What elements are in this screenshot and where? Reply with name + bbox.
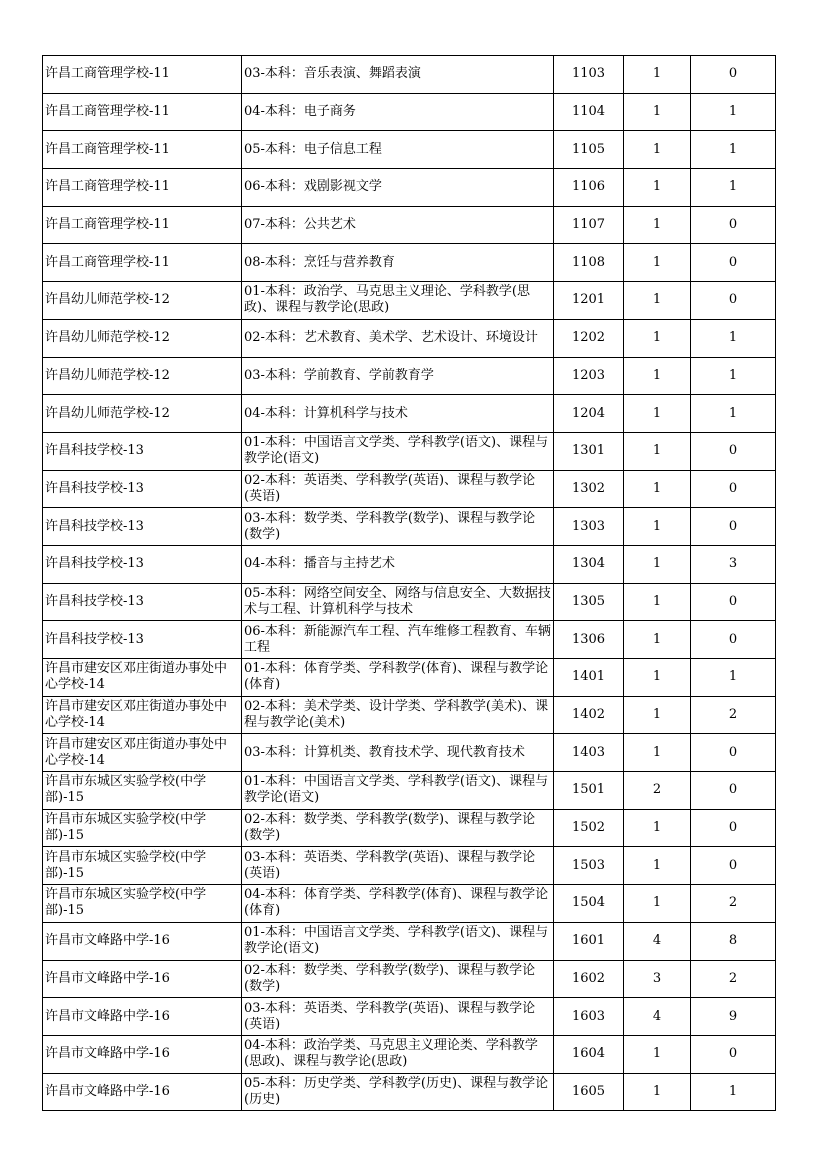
major-cell: 03-本科：计算机类、教育技术学、现代教育技术 [242, 734, 554, 772]
position-code-cell: 1601 [554, 922, 624, 960]
quota-cell: 1 [624, 357, 691, 395]
major-cell: 04-本科：计算机科学与技术 [242, 395, 554, 433]
unit-cell: 许昌市东城区实验学校(中学部)-15 [43, 809, 242, 847]
quota-cell: 1 [624, 244, 691, 282]
unit-cell: 许昌市东城区实验学校(中学部)-15 [43, 772, 242, 810]
table-row [43, 244, 776, 282]
quota-cell: 1 [624, 395, 691, 433]
position-code-cell: 1504 [554, 885, 624, 923]
quota-cell: 1 [624, 93, 691, 131]
unit-cell: 许昌科技学校-13 [43, 621, 242, 659]
applicant-count-cell: 0 [691, 621, 776, 659]
table-row [43, 395, 776, 433]
unit-cell: 许昌市文峰路中学-16 [43, 998, 242, 1036]
quota-cell: 1 [624, 508, 691, 546]
major-cell: 02-本科：英语类、学科教学(英语)、课程与教学论(英语) [242, 470, 554, 508]
position-code-cell: 1203 [554, 357, 624, 395]
quota-cell: 4 [624, 998, 691, 1036]
table-row [43, 169, 776, 207]
applicant-count-cell: 0 [691, 583, 776, 621]
table-row [43, 922, 776, 960]
position-code-cell: 1107 [554, 206, 624, 244]
applicant-count-cell: 1 [691, 395, 776, 433]
table-row [43, 319, 776, 357]
quota-cell: 1 [624, 1035, 691, 1073]
table-row [43, 960, 776, 998]
table-row [43, 357, 776, 395]
major-cell: 05-本科：网络空间安全、网络与信息安全、大数据技术与工程、计算机科学与技术 [242, 583, 554, 621]
major-cell: 04-本科：体育学类、学科教学(体育)、课程与教学论(体育) [242, 885, 554, 923]
position-code-cell: 1302 [554, 470, 624, 508]
applicant-count-cell: 0 [691, 244, 776, 282]
major-cell: 07-本科：公共艺术 [242, 206, 554, 244]
applicant-count-cell: 1 [691, 1073, 776, 1111]
unit-cell: 许昌工商管理学校-11 [43, 131, 242, 169]
table-row [43, 508, 776, 546]
unit-cell: 许昌科技学校-13 [43, 508, 242, 546]
major-cell: 01-本科：体育学类、学科教学(体育)、课程与教学论(体育) [242, 659, 554, 697]
table-row [43, 470, 776, 508]
major-cell: 02-本科：艺术教育、美术学、艺术设计、环境设计 [242, 319, 554, 357]
unit-cell: 许昌市文峰路中学-16 [43, 1073, 242, 1111]
position-code-cell: 1304 [554, 545, 624, 583]
major-cell: 02-本科：美术学类、设计学类、学科教学(美术)、课程与教学论(美术) [242, 696, 554, 734]
major-cell: 08-本科：烹饪与营养教育 [242, 244, 554, 282]
unit-cell: 许昌工商管理学校-11 [43, 169, 242, 207]
quota-cell: 1 [624, 282, 691, 320]
unit-cell: 许昌科技学校-13 [43, 432, 242, 470]
recruitment-table [42, 55, 776, 1111]
applicant-count-cell: 2 [691, 885, 776, 923]
quota-cell: 1 [624, 1073, 691, 1111]
unit-cell: 许昌市建安区邓庄街道办事处中心学校-14 [43, 696, 242, 734]
major-cell: 01-本科：中国语言文学类、学科教学(语文)、课程与教学论(语文) [242, 772, 554, 810]
quota-cell: 1 [624, 621, 691, 659]
table-row [43, 1035, 776, 1073]
quota-cell: 1 [624, 131, 691, 169]
table-row [43, 282, 776, 320]
table-row [43, 545, 776, 583]
major-cell: 01-本科：中国语言文学类、学科教学(语文)、课程与教学论(语文) [242, 432, 554, 470]
unit-cell: 许昌幼儿师范学校-12 [43, 282, 242, 320]
quota-cell: 1 [624, 659, 691, 697]
major-cell: 05-本科：电子信息工程 [242, 131, 554, 169]
position-code-cell: 1104 [554, 93, 624, 131]
quota-cell: 1 [624, 847, 691, 885]
applicant-count-cell: 2 [691, 960, 776, 998]
quota-cell: 1 [624, 470, 691, 508]
table-row [43, 734, 776, 772]
applicant-count-cell: 0 [691, 508, 776, 546]
position-code-cell: 1603 [554, 998, 624, 1036]
table-row [43, 131, 776, 169]
unit-cell: 许昌市建安区邓庄街道办事处中心学校-14 [43, 734, 242, 772]
applicant-count-cell: 1 [691, 131, 776, 169]
unit-cell: 许昌工商管理学校-11 [43, 93, 242, 131]
quota-cell: 1 [624, 885, 691, 923]
unit-cell: 许昌科技学校-13 [43, 470, 242, 508]
table-row [43, 1073, 776, 1111]
position-code-cell: 1604 [554, 1035, 624, 1073]
applicant-count-cell: 0 [691, 470, 776, 508]
quota-cell: 1 [624, 545, 691, 583]
applicant-count-cell: 0 [691, 772, 776, 810]
applicant-count-cell: 0 [691, 432, 776, 470]
position-code-cell: 1202 [554, 319, 624, 357]
table-row [43, 847, 776, 885]
table-row [43, 809, 776, 847]
table-body [43, 56, 776, 1111]
position-code-cell: 1401 [554, 659, 624, 697]
major-cell: 04-本科：政治学类、马克思主义理论类、学科教学(思政)、课程与教学论(思政) [242, 1035, 554, 1073]
table-row [43, 432, 776, 470]
table-row [43, 998, 776, 1036]
major-cell: 04-本科：播音与主持艺术 [242, 545, 554, 583]
unit-cell: 许昌市东城区实验学校(中学部)-15 [43, 847, 242, 885]
major-cell: 01-本科：中国语言文学类、学科教学(语文)、课程与教学论(语文) [242, 922, 554, 960]
position-code-cell: 1204 [554, 395, 624, 433]
quota-cell: 1 [624, 56, 691, 94]
applicant-count-cell: 0 [691, 809, 776, 847]
major-cell: 03-本科：英语类、学科教学(英语)、课程与教学论(英语) [242, 847, 554, 885]
position-code-cell: 1402 [554, 696, 624, 734]
applicant-count-cell: 1 [691, 169, 776, 207]
quota-cell: 1 [624, 734, 691, 772]
quota-cell: 1 [624, 206, 691, 244]
applicant-count-cell: 0 [691, 1035, 776, 1073]
unit-cell: 许昌幼儿师范学校-12 [43, 395, 242, 433]
major-cell: 04-本科：电子商务 [242, 93, 554, 131]
applicant-count-cell: 2 [691, 696, 776, 734]
table-row [43, 621, 776, 659]
unit-cell: 许昌市建安区邓庄街道办事处中心学校-14 [43, 659, 242, 697]
table-row [43, 772, 776, 810]
quota-cell: 1 [624, 432, 691, 470]
unit-cell: 许昌幼儿师范学校-12 [43, 319, 242, 357]
major-cell: 05-本科：历史学类、学科教学(历史)、课程与教学论(历史) [242, 1073, 554, 1111]
unit-cell: 许昌幼儿师范学校-12 [43, 357, 242, 395]
position-code-cell: 1301 [554, 432, 624, 470]
applicant-count-cell: 3 [691, 545, 776, 583]
table-row [43, 93, 776, 131]
quota-cell: 1 [624, 319, 691, 357]
applicant-count-cell: 8 [691, 922, 776, 960]
position-code-cell: 1403 [554, 734, 624, 772]
unit-cell: 许昌科技学校-13 [43, 545, 242, 583]
table-row [43, 696, 776, 734]
table-row [43, 659, 776, 697]
unit-cell: 许昌工商管理学校-11 [43, 244, 242, 282]
quota-cell: 1 [624, 809, 691, 847]
position-code-cell: 1306 [554, 621, 624, 659]
applicant-count-cell: 0 [691, 206, 776, 244]
major-cell: 03-本科：音乐表演、舞蹈表演 [242, 56, 554, 94]
unit-cell: 许昌科技学校-13 [43, 583, 242, 621]
quota-cell: 4 [624, 922, 691, 960]
position-code-cell: 1105 [554, 131, 624, 169]
applicant-count-cell: 9 [691, 998, 776, 1036]
applicant-count-cell: 0 [691, 56, 776, 94]
position-code-cell: 1503 [554, 847, 624, 885]
major-cell: 03-本科：学前教育、学前教育学 [242, 357, 554, 395]
unit-cell: 许昌市文峰路中学-16 [43, 922, 242, 960]
applicant-count-cell: 1 [691, 93, 776, 131]
applicant-count-cell: 0 [691, 282, 776, 320]
applicant-count-cell: 1 [691, 659, 776, 697]
applicant-count-cell: 1 [691, 357, 776, 395]
table-row [43, 206, 776, 244]
applicant-count-cell: 0 [691, 734, 776, 772]
unit-cell: 许昌工商管理学校-11 [43, 206, 242, 244]
position-code-cell: 1502 [554, 809, 624, 847]
position-code-cell: 1106 [554, 169, 624, 207]
position-code-cell: 1305 [554, 583, 624, 621]
major-cell: 01-本科：政治学、马克思主义理论、学科教学(思政)、课程与教学论(思政) [242, 282, 554, 320]
unit-cell: 许昌市文峰路中学-16 [43, 1035, 242, 1073]
applicant-count-cell: 0 [691, 847, 776, 885]
unit-cell: 许昌市东城区实验学校(中学部)-15 [43, 885, 242, 923]
major-cell: 06-本科：新能源汽车工程、汽车维修工程教育、车辆工程 [242, 621, 554, 659]
position-code-cell: 1605 [554, 1073, 624, 1111]
quota-cell: 1 [624, 696, 691, 734]
table-row [43, 56, 776, 94]
major-cell: 02-本科：数学类、学科教学(数学)、课程与教学论(数学) [242, 960, 554, 998]
position-code-cell: 1501 [554, 772, 624, 810]
table-row [43, 583, 776, 621]
position-code-cell: 1303 [554, 508, 624, 546]
position-code-cell: 1103 [554, 56, 624, 94]
applicant-count-cell: 1 [691, 319, 776, 357]
quota-cell: 2 [624, 772, 691, 810]
unit-cell: 许昌工商管理学校-11 [43, 56, 242, 94]
unit-cell: 许昌市文峰路中学-16 [43, 960, 242, 998]
position-code-cell: 1108 [554, 244, 624, 282]
quota-cell: 1 [624, 169, 691, 207]
position-code-cell: 1602 [554, 960, 624, 998]
quota-cell: 1 [624, 583, 691, 621]
quota-cell: 3 [624, 960, 691, 998]
major-cell: 03-本科：数学类、学科教学(数学)、课程与教学论(数学) [242, 508, 554, 546]
position-code-cell: 1201 [554, 282, 624, 320]
major-cell: 03-本科：英语类、学科教学(英语)、课程与教学论(英语) [242, 998, 554, 1036]
major-cell: 02-本科：数学类、学科教学(数学)、课程与教学论(数学) [242, 809, 554, 847]
major-cell: 06-本科：戏剧影视文学 [242, 169, 554, 207]
table-row [43, 885, 776, 923]
